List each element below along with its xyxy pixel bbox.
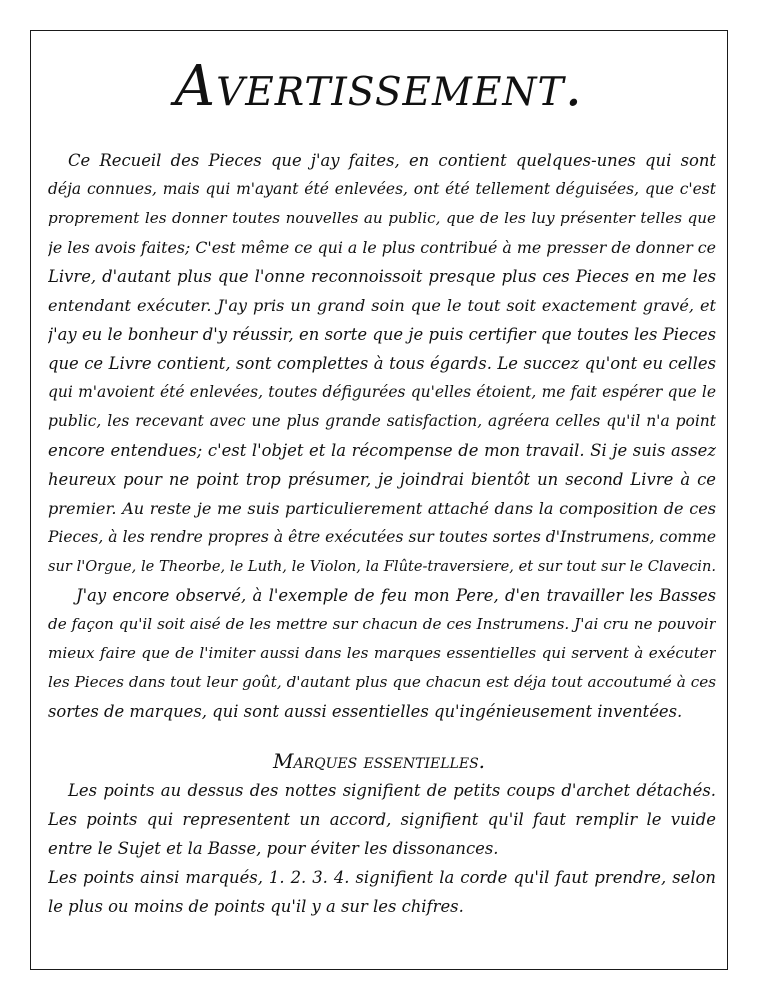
body-line: mieux faire que de l'imiter aussi dans les marques essentielles qui servent à exécuter — [48, 644, 716, 662]
body-line: que ce Livre contient, sont complettes à tous égards. Le succez qu'ont eu celles — [48, 354, 716, 373]
body-line: sur l'Orgue, le Theorbe, le Luth, le Violon, la Flûte-traversiere, et sur tout sur le Clavecin. — [48, 558, 716, 575]
body-line: premier. Au reste je me suis particulierement attaché dans la composition de ces — [48, 499, 716, 518]
body-line: déja connues, mais qui m'ayant été enlevées, ont été tellement déguisées, que c'est — [48, 180, 716, 198]
body-line: encore entendues; c'est l'objet et la récompense de mon travail. Si je suis assez — [48, 441, 716, 460]
body-line: public, les recevant avec une plus grande satisfaction, agréera celles qu'il n'a point — [48, 412, 716, 430]
body-line: heureux pour ne point trop présumer, je joindrai bientôt un second Livre à ce — [48, 470, 716, 489]
avertissement-body — [48, 146, 716, 726]
body-line: Ce Recueil des Pieces que j'ay faites, en contient quelques-unes qui sont — [68, 151, 716, 170]
body-line: je les avois faites; C'est même ce qui a le plus contribué à me presser de donner ce — [48, 238, 716, 257]
marques-body — [48, 776, 716, 921]
body-line: de façon qu'il soit aisé de les mettre sur chacun de ces Instrumens. J'ai cru ne pouvoir — [48, 615, 716, 633]
body-line: qui m'avoient été enlevées, toutes défigurées qu'elles étoient, me fait espérer que le — [48, 383, 716, 401]
marks-line: entre le Sujet et la Basse, pour éviter les dissonances. — [48, 839, 499, 858]
marks-line: Les points au dessus des nottes signifient de petits coups d'archet détachés. — [68, 781, 716, 800]
section-heading-marques: Marques essentielles. — [272, 749, 486, 773]
body-line: j'ay eu le bonheur d'y réussir, en sorte que je puis certifier que toutes les Pieces — [48, 325, 716, 344]
body-line: les Pieces dans tout leur goût, d'autant plus que chacun est déja tout accoutumé à ces — [48, 673, 716, 691]
body-line: sortes de marques, qui sont aussi essentielles qu'ingénieusement inventées. — [48, 702, 683, 721]
body-line: J'ay encore observé, à l'exemple de feu mon Pere, d'en travailler les Basses — [76, 586, 716, 605]
body-line: Livre, d'autant plus que l'onne reconnoissoit presque plus ces Pieces en me les — [48, 267, 716, 286]
marks-line: Les points qui representent un accord, signifient qu'il faut remplir le vuide — [48, 810, 716, 829]
body-line: Pieces, à les rendre propres à être exécutées sur toutes sortes d'Instrumens, comme — [48, 528, 716, 546]
body-line: entendant exécuter. J'ay pris un grand soin que le tout soit exactement gravé, et — [48, 296, 716, 315]
marks-line: Les points ainsi marqués, 1. 2. 3. 4. signifient la corde qu'il faut prendre, selon — [48, 868, 716, 887]
marks-line: le plus ou moins de points qu'il y a sur les chifres. — [48, 897, 464, 916]
page-title: Avertissement. — [174, 54, 584, 119]
body-line: proprement les donner toutes nouvelles au public, que de les luy présenter telles que — [48, 209, 716, 227]
